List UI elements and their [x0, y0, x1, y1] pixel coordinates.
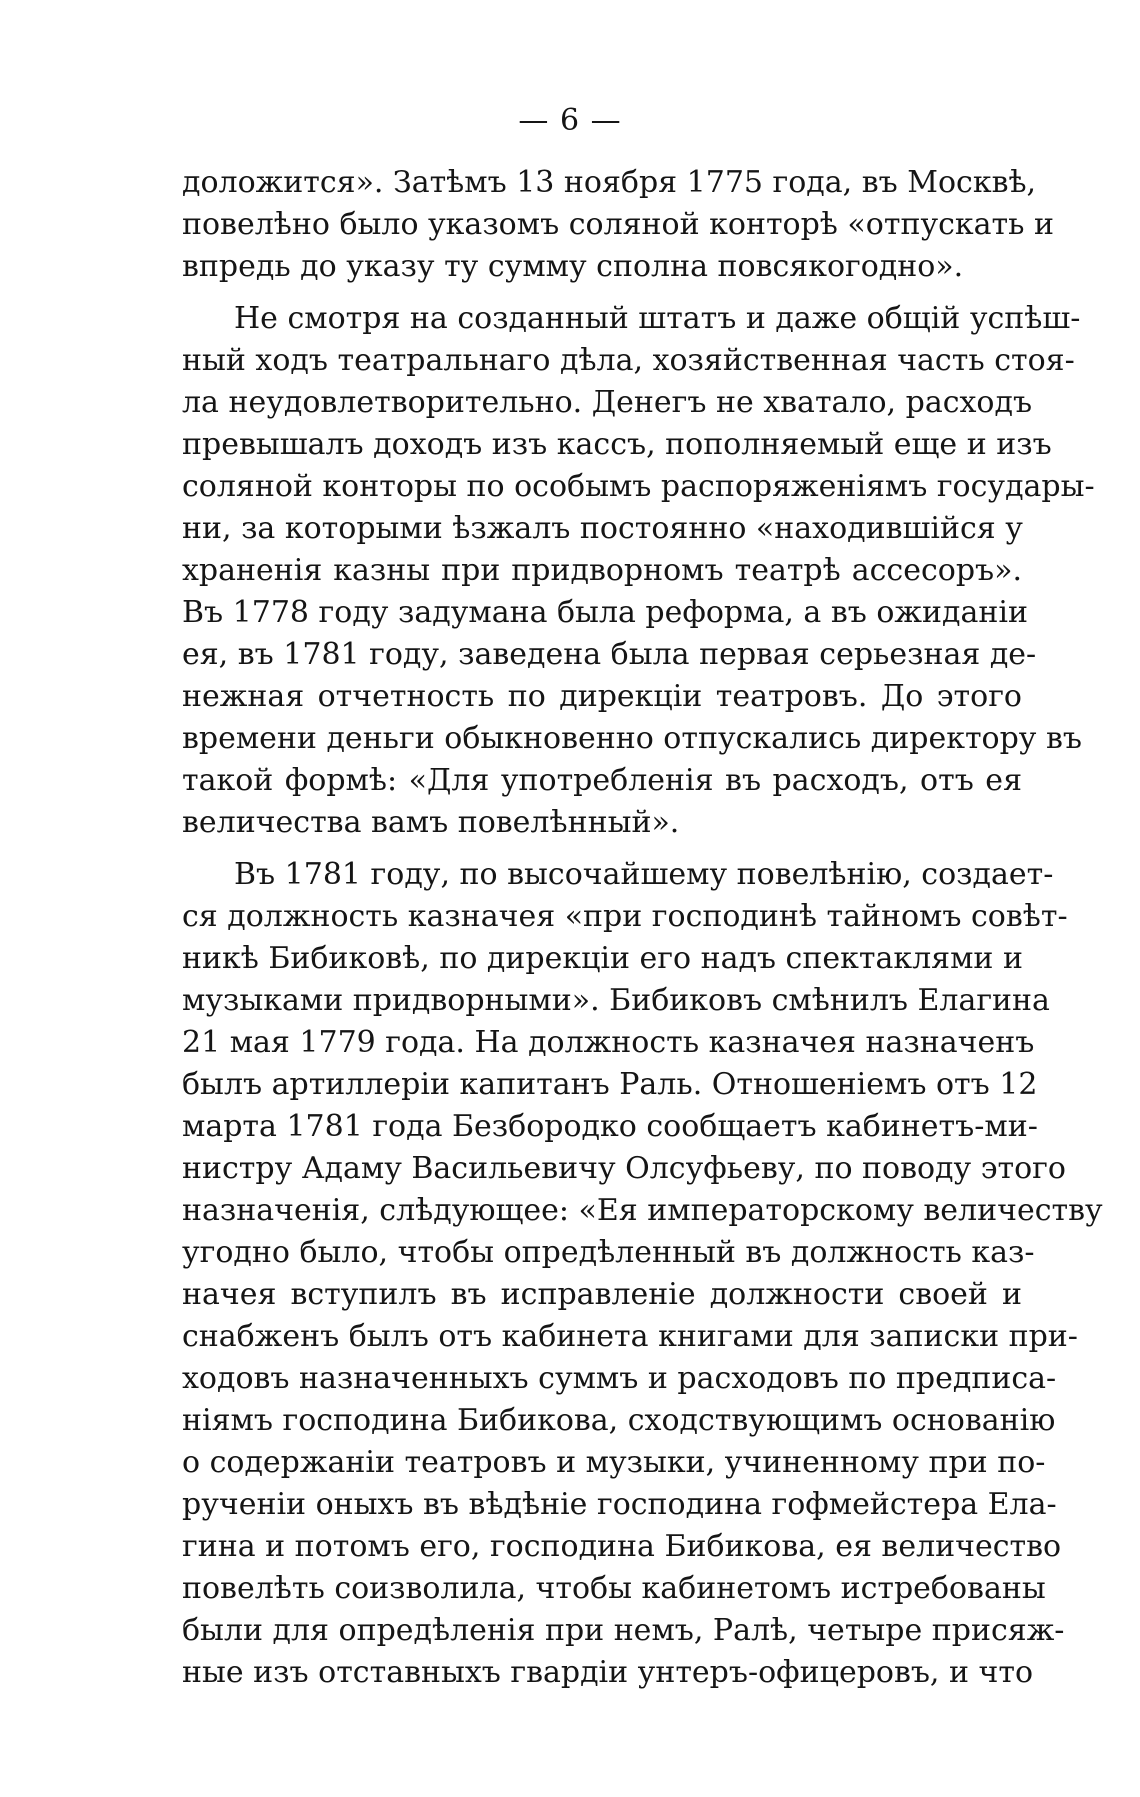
paragraph-start-line: Не смотря на созданный штатъ и даже общій успѣш- — [234, 301, 1081, 336]
text-line: о содержаніи театровъ и музыки, учиненному при по- — [182, 1445, 1046, 1480]
text-line: величества вамъ повелѣнный». — [182, 805, 680, 840]
text-line: никѣ Бибиковѣ, по дирекціи его надъ спектаклями и — [182, 941, 1023, 976]
text-line: угодно было, чтобы опредѣленный въ должность каз- — [182, 1235, 1035, 1270]
text-line: превышалъ доходъ изъ кассъ, пополняемый еще и изъ — [182, 427, 1052, 462]
text-line: времени деньги обыкновенно отпускались директору въ — [182, 721, 1082, 756]
text-line: ніямъ господина Бибикова, сходствующимъ основанію — [182, 1403, 1056, 1438]
text-line: нистру Адаму Васильевичу Олсуфьеву, по поводу этого — [182, 1151, 1066, 1186]
text-line: марта 1781 года Безбородко сообщаетъ кабинетъ-ми- — [182, 1109, 1038, 1144]
text-line: были для опредѣленія при немъ, Ралѣ, четыре присяж- — [182, 1613, 1065, 1648]
page-number: — 6 — — [518, 103, 622, 138]
text-line: былъ артиллеріи капитанъ Раль. Отношеніемъ отъ 12 — [182, 1067, 1038, 1102]
text-line: ея, въ 1781 году, заведена была первая серьезная де- — [182, 637, 1037, 672]
text-line: доложится». Затѣмъ 13 ноября 1775 года, въ Москвѣ, — [182, 165, 1037, 200]
text-line: ные изъ отставныхъ гвардіи унтеръ-офицеровъ, и что — [182, 1655, 1034, 1690]
text-line: ни, за которыми ѣзжалъ постоянно «находившійся у — [182, 511, 1023, 546]
text-line: повелѣть соизволила, чтобы кабинетомъ истребованы — [182, 1571, 1046, 1606]
text-line: снабженъ былъ отъ кабинета книгами для записки при- — [182, 1319, 1078, 1354]
text-line: начея вступилъ въ исправленіе должности своей и — [182, 1277, 1022, 1312]
text-line: ный ходъ театральнаго дѣла, хозяйственная часть стоя- — [182, 343, 1075, 378]
text-line: ходовъ назначенныхъ суммъ и расходовъ по предписа- — [182, 1361, 1057, 1396]
text-line: соляной конторы по особымъ распоряженіямъ государы- — [182, 469, 1095, 504]
text-line: впредь до указу ту сумму сполна повсякогодно». — [182, 249, 964, 284]
text-line: храненія казны при придворномъ театрѣ ассесоръ». — [182, 553, 1022, 588]
text-line: такой формѣ: «Для употребленія въ расходъ, отъ ея — [182, 763, 1022, 798]
body-text — [182, 162, 1103, 1694]
text-line: музыками придворными». Бибиковъ смѣнилъ Елагина — [182, 983, 1050, 1018]
text-line: повелѣно было указомъ соляной конторѣ «отпускать и — [182, 207, 1054, 242]
text-line: Въ 1778 году задумана была реформа, а въ ожиданіи — [182, 595, 1028, 630]
paragraph-start-line: Въ 1781 году, по высочайшему повелѣнію, создает- — [234, 857, 1054, 892]
text-line: нежная отчетность по дирекціи театровъ. До этого — [182, 679, 1022, 714]
text-line: гина и потомъ его, господина Бибикова, ея величество — [182, 1529, 1062, 1564]
text-line: ся должность казначея «при господинѣ тайномъ совѣт- — [182, 899, 1068, 934]
text-line: ла неудовлетворительно. Денегъ не хватало, расходъ — [182, 385, 1033, 420]
text-line: 21 мая 1779 года. На должность казначея назначенъ — [182, 1025, 1035, 1060]
text-line: рученіи оныхъ въ вѣдѣніе господина гофмейстера Ела- — [182, 1487, 1057, 1522]
text-line: назначенія, слѣдующее: «Ея императорскому величеству — [182, 1193, 1103, 1228]
